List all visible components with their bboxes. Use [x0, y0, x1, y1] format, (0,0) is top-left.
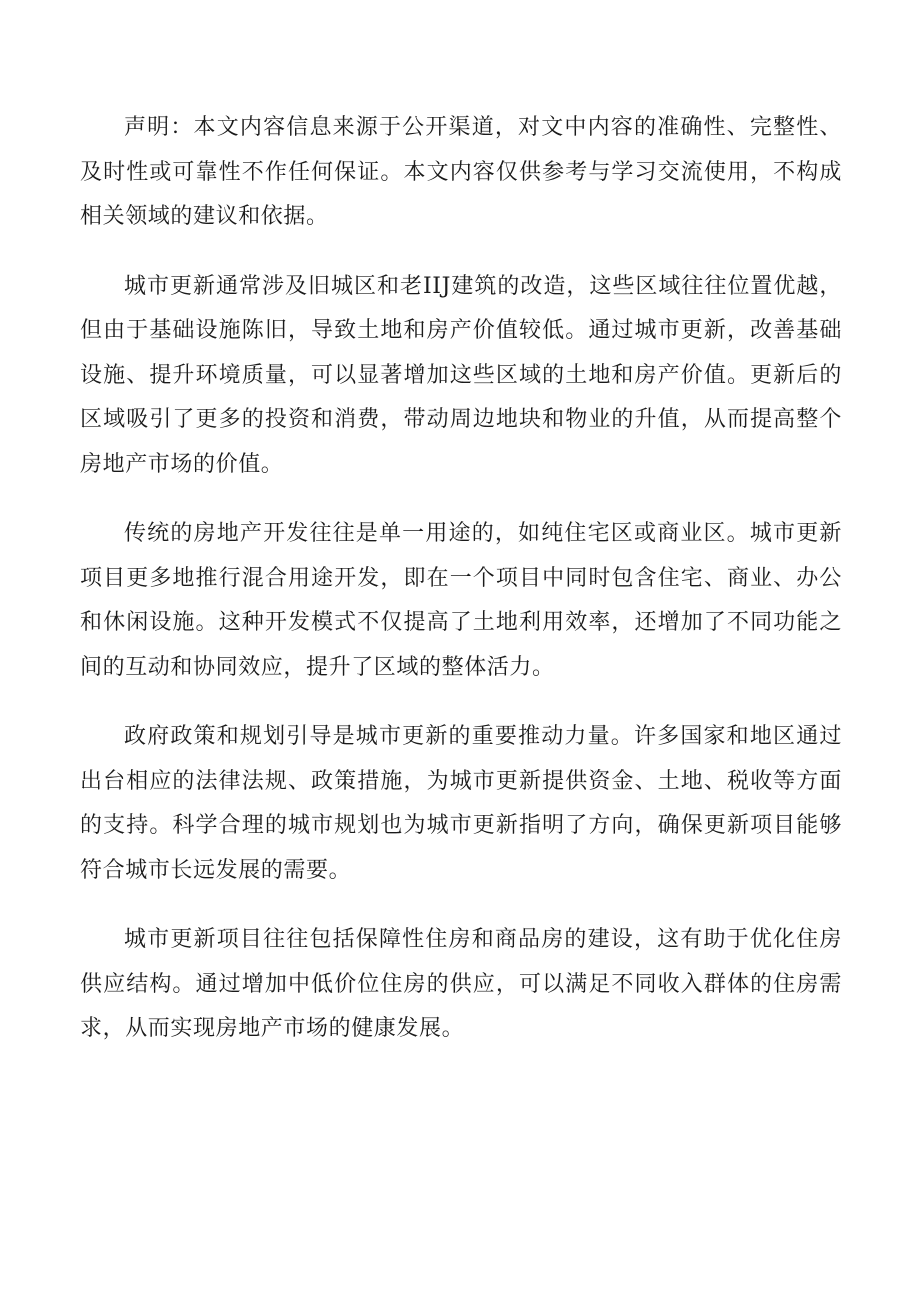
body-paragraph: 传统的房地产开发往往是单一用途的，如纯住宅区或商业区。城市更新项目更多地推行混合用途开发，即在一个项目中同时包含住宅、商业、办公和休闲设施。这种开发模式不仅提高了土地利用效率，还增加了不同功能之间的互动和协同效应，提升了区域的整体活力。: [80, 521, 842, 680]
body-paragraph: 政府政策和规划引导是城市更新的重要推动力量。许多国家和地区通过出台相应的法律法规、政策措施，为城市更新提供资金、土地、税收等方面的支持。科学合理的城市规划也为城市更新指明了方向，确保更新项目能够符合城市长远发展的需要。: [80, 724, 842, 883]
body-paragraph: 城市更新通常涉及旧城区和老IIJ建筑的改造，这些区域往往位置优越，但由于基础设施陈旧，导致土地和房产价值较低。通过城市更新，改善基础设施、提升环境质量，可以显著增加这些区域的土地和房产价值。更新后的区域吸引了更多的投资和消费，带动周边地块和物业的升值，从而提高整个房地产市场的价值。: [80, 273, 842, 477]
document-body: [80, 106, 842, 1077]
disclaimer-paragraph: 声明：本文内容信息来源于公开渠道，对文中内容的准确性、完整性、及时性或可靠性不作任何保证。本文内容仅供参考与学习交流使用，不构成相关领域的建议和依据。: [80, 115, 842, 229]
body-paragraph: 城市更新项目往往包括保障性住房和商品房的建设，这有助于优化住房供应结构。通过增加中低价位住房的供应，可以满足不同收入群体的住房需求，从而实现房地产市场的健康发展。: [80, 927, 842, 1041]
